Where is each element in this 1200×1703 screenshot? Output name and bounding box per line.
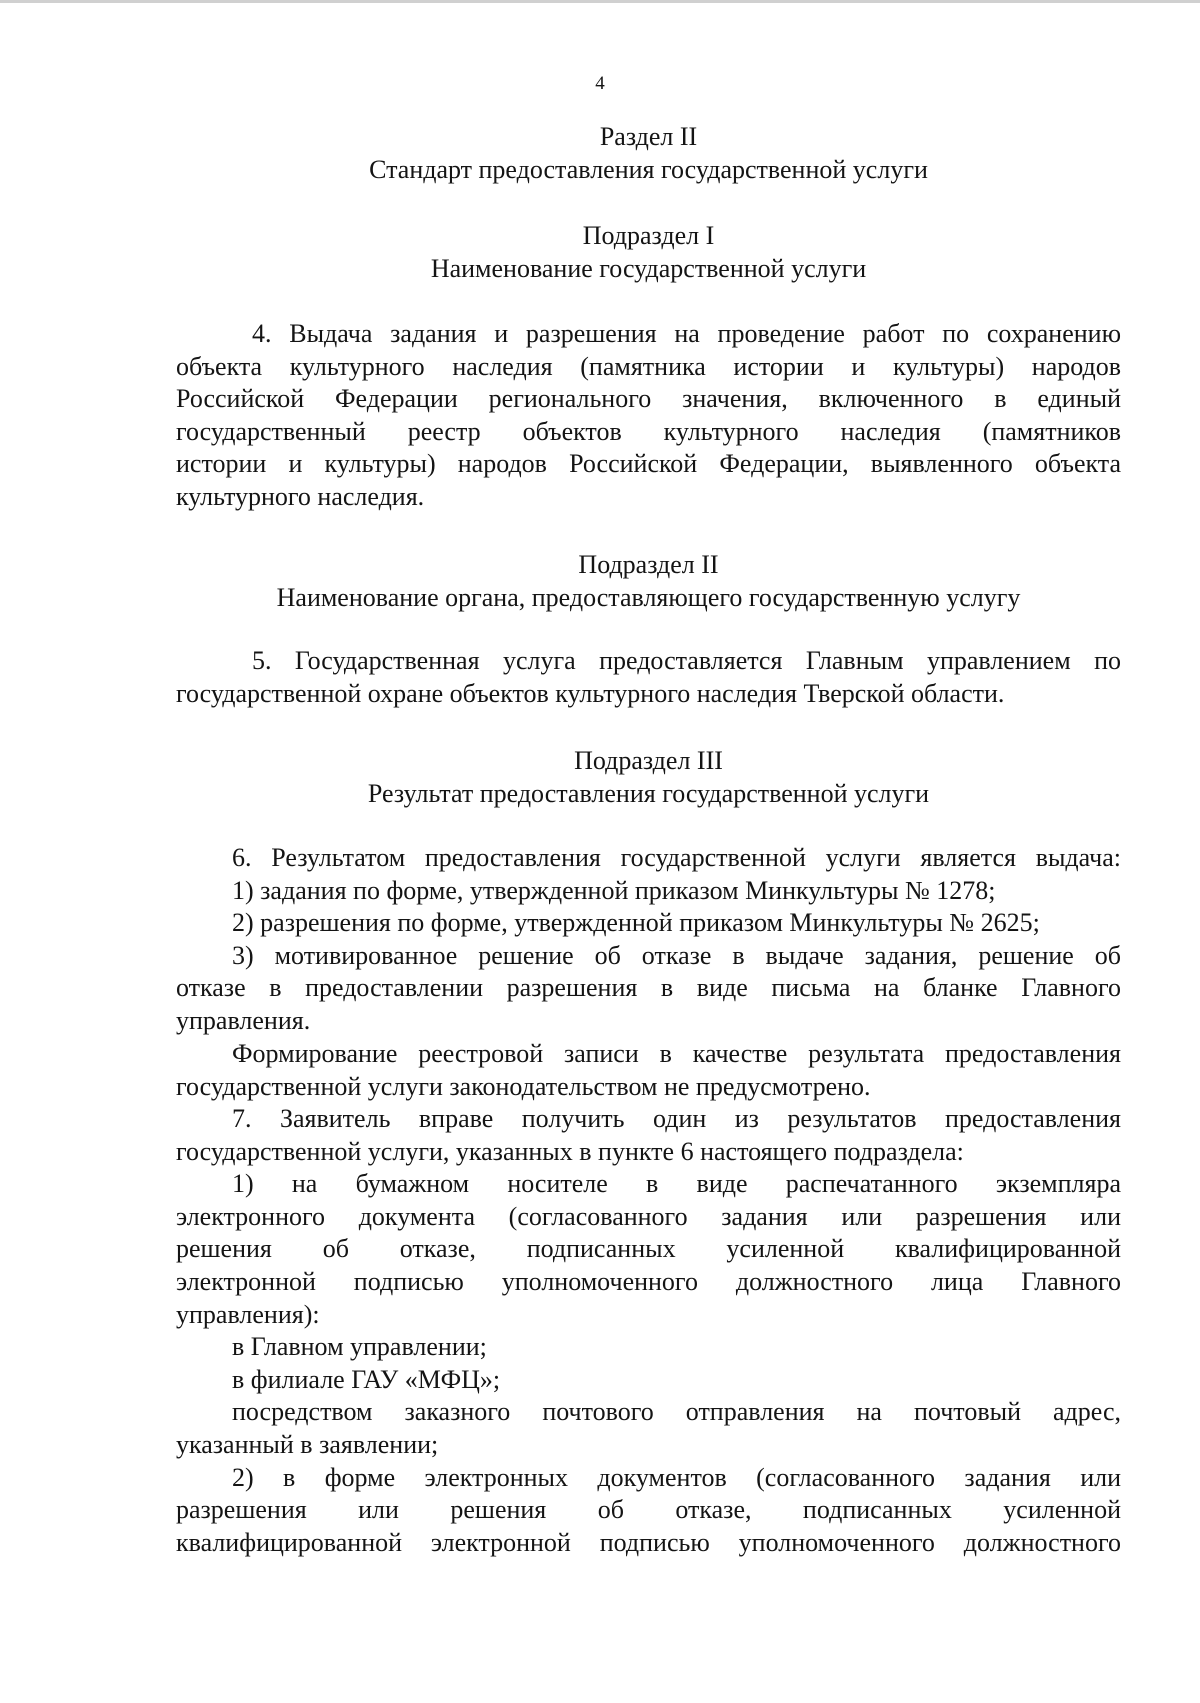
subsection-1-title: Наименование государственной услуги: [430, 254, 867, 283]
paragraph-5-line: государственной охране объектов культурного наследия Тверской области.: [176, 678, 1005, 708]
paragraph-7-item-2: 2) в форме электронных документов (согласованного задания или: [232, 1462, 1121, 1492]
paragraph-7-line: электронного документа (согласованного задания или разрешения или: [176, 1201, 1121, 1231]
paragraph-7: [176, 1103, 1121, 1559]
paragraph-6-item-1: 1) задания по форме, утвержденной приказом Минкультуры № 1278;: [232, 875, 996, 905]
paragraph-6-line: 6. Результатом предоставления государственной услуги является выдача:: [232, 843, 1121, 872]
paragraph-registry: [176, 1038, 1121, 1103]
paragraph-7-option: посредством заказного почтового отправления на почтовый адрес,: [232, 1397, 1121, 1427]
paragraph-6-line: отказе в предоставлении разрешения в виде письма на бланке Главного: [176, 973, 1121, 1003]
paragraph-7-line: государственной услуги, указанных в пункте 6 настоящего подраздела:: [176, 1136, 964, 1166]
paragraph-4-line: объекта культурного наследия (памятника истории и культуры) народов: [176, 351, 1121, 381]
paragraph-registry-line: государственной услуги законодательством не предусмотрено.: [176, 1071, 871, 1101]
paragraph-4-line: культурного наследия.: [176, 481, 425, 511]
paragraph-4-line: Российской Федерации регионального значения, включенного в единый: [176, 384, 1121, 414]
page-top-edge: [0, 0, 1200, 3]
section-title: Стандарт предоставления государственной услуги: [369, 155, 928, 184]
paragraph-7-item-1: 1) на бумажном носителе в виде распечатанного экземпляра: [232, 1169, 1121, 1199]
paragraph-7-line: решения об отказе, подписанных усиленной квалифицированной: [176, 1234, 1121, 1264]
paragraph-4-line: 4. Выдача задания и разрешения на проведение работ по сохранению: [252, 319, 1121, 348]
paragraph-7-option: в филиале ГАУ «МФЦ»;: [232, 1364, 501, 1394]
paragraph-4-line: истории и культуры) народов Российской Федерации, выявленного объекта: [176, 449, 1121, 479]
subsection-1-label: Подраздел I: [582, 221, 715, 250]
subsection-3-title: Результат предоставления государственной услуги: [367, 779, 930, 808]
paragraph-4-line: государственный реестр объектов культурного наследия (памятников: [176, 416, 1121, 446]
paragraph-6-line: управления.: [176, 1005, 311, 1035]
paragraph-7-line: электронной подписью уполномоченного должностного лица Главного: [176, 1266, 1121, 1296]
paragraph-5: [176, 645, 1121, 710]
subsection-3-label: Подраздел III: [574, 746, 723, 775]
paragraph-5-line: 5. Государственная услуга предоставляется Главным управлением по: [252, 646, 1121, 675]
subsection-2-title: Наименование органа, предоставляющего государственную услугу: [276, 583, 1021, 612]
page-number: 4: [595, 73, 605, 94]
subsection-2-label: Подраздел II: [578, 550, 719, 579]
paragraph-6: [176, 842, 1121, 1038]
paragraph-7-line: указанный в заявлении;: [176, 1429, 439, 1459]
paragraph-7-line: разрешения или решения об отказе, подписанных усиленной: [176, 1495, 1121, 1525]
paragraph-4: [176, 318, 1121, 514]
paragraph-6-item-3: 3) мотивированное решение об отказе в выдаче задания, решение об: [232, 940, 1121, 970]
paragraph-7-line: управления):: [176, 1299, 320, 1329]
section-label: Раздел II: [599, 122, 698, 151]
paragraph-7-option: в Главном управлении;: [232, 1332, 487, 1362]
paragraph-6-item-2: 2) разрешения по форме, утвержденной приказом Минкультуры № 2625;: [232, 908, 1040, 938]
paragraph-7-line: квалифицированной электронной подписью уполномоченного должностного: [176, 1527, 1121, 1557]
paragraph-registry-line: Формирование реестровой записи в качестве результата предоставления: [232, 1039, 1121, 1068]
paragraph-7-line: 7. Заявитель вправе получить один из результатов предоставления: [232, 1104, 1121, 1133]
